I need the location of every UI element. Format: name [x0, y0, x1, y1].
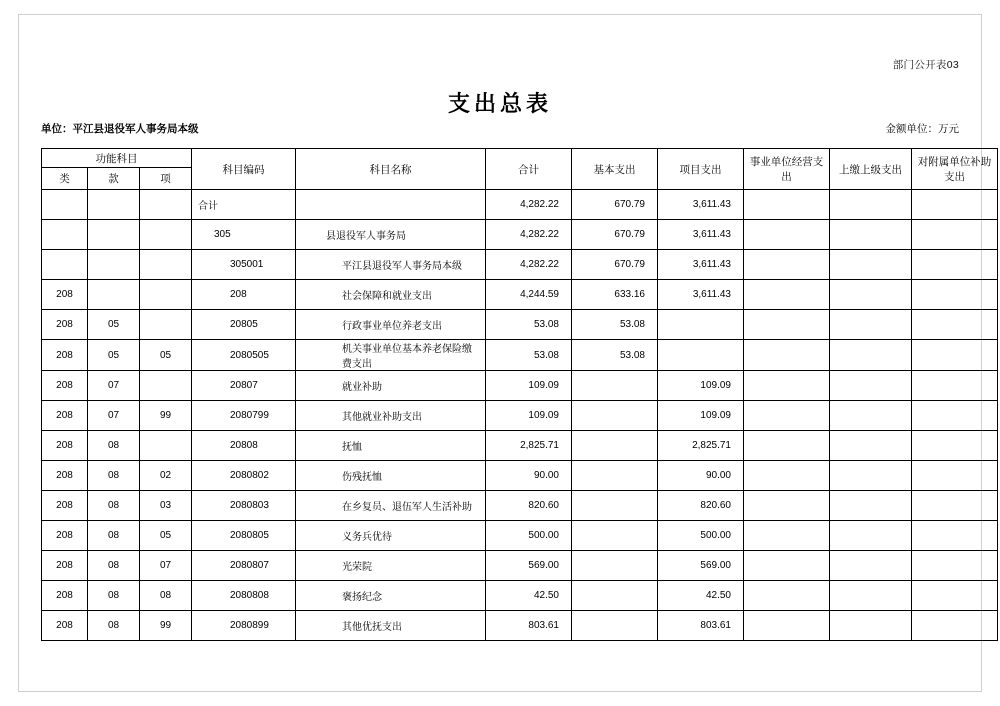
cell-upper [830, 611, 912, 641]
header-name: 科目名称 [296, 149, 486, 190]
cell-subsidy [912, 280, 998, 310]
cell-basic [572, 521, 658, 551]
cell-project: 500.00 [658, 521, 744, 551]
cell-upper [830, 340, 912, 371]
cell-business [744, 250, 830, 280]
cell-subsidy [912, 371, 998, 401]
cell-total: 4,282.22 [486, 190, 572, 220]
cell-basic: 53.08 [572, 340, 658, 371]
header-business: 事业单位经营支出 [744, 149, 830, 190]
cell-project [658, 310, 744, 340]
cell-code: 2080808 [192, 581, 296, 611]
cell-name: 在乡复员、退伍军人生活补助 [296, 491, 486, 521]
cell-basic: 670.79 [572, 220, 658, 250]
cell-lei: 208 [42, 611, 88, 641]
cell-basic [572, 491, 658, 521]
table-row [42, 491, 998, 521]
cell-project: 569.00 [658, 551, 744, 581]
cell-subsidy [912, 220, 998, 250]
cell-business [744, 401, 830, 431]
cell-code: 20807 [192, 371, 296, 401]
cell-kuan [88, 280, 140, 310]
header-kuan: 款 [88, 168, 140, 190]
cell-project: 42.50 [658, 581, 744, 611]
cell-basic: 53.08 [572, 310, 658, 340]
header-subsidy: 对附属单位补助支出 [912, 149, 998, 190]
cell-code: 208 [192, 280, 296, 310]
cell-business [744, 340, 830, 371]
cell-name: 社会保障和就业支出 [296, 280, 486, 310]
cell-total: 109.09 [486, 371, 572, 401]
cell-name: 其他就业补助支出 [296, 401, 486, 431]
cell-kuan: 08 [88, 431, 140, 461]
unit-label: 单位：平江县退役军人事务局本级 [41, 123, 199, 135]
cell-name: 其他优抚支出 [296, 611, 486, 641]
table-row [42, 220, 998, 250]
cell-total: 4,282.22 [486, 220, 572, 250]
cell-xiang [140, 371, 192, 401]
cell-business [744, 581, 830, 611]
cell-xiang: 99 [140, 401, 192, 431]
cell-xiang: 05 [140, 521, 192, 551]
cell-upper [830, 220, 912, 250]
cell-code: 2080505 [192, 340, 296, 371]
cell-code: 2080807 [192, 551, 296, 581]
cell-lei [42, 220, 88, 250]
cell-total: 90.00 [486, 461, 572, 491]
header-basic: 基本支出 [572, 149, 658, 190]
cell-upper [830, 491, 912, 521]
cell-lei: 208 [42, 491, 88, 521]
header-total: 合计 [486, 149, 572, 190]
cell-xiang [140, 310, 192, 340]
cell-business [744, 310, 830, 340]
cell-lei: 208 [42, 310, 88, 340]
cell-code: 合计 [192, 190, 296, 220]
cell-basic [572, 431, 658, 461]
cell-name: 平江县退役军人事务局本级 [296, 250, 486, 280]
cell-upper [830, 371, 912, 401]
cell-basic [572, 401, 658, 431]
cell-subsidy [912, 340, 998, 371]
cell-basic [572, 581, 658, 611]
cell-kuan: 08 [88, 551, 140, 581]
cell-business [744, 431, 830, 461]
header-xiang: 项 [140, 168, 192, 190]
cell-code: 305001 [192, 250, 296, 280]
cell-xiang [140, 280, 192, 310]
form-number-label: 部门公开表03 [892, 59, 959, 71]
cell-subsidy [912, 250, 998, 280]
cell-xiang [140, 190, 192, 220]
cell-total: 500.00 [486, 521, 572, 551]
header-project: 项目支出 [658, 149, 744, 190]
cell-subsidy [912, 431, 998, 461]
cell-xiang: 99 [140, 611, 192, 641]
cell-business [744, 461, 830, 491]
cell-kuan [88, 220, 140, 250]
cell-xiang: 05 [140, 340, 192, 371]
cell-xiang: 07 [140, 551, 192, 581]
table-row [42, 461, 998, 491]
cell-subsidy [912, 581, 998, 611]
cell-total: 109.09 [486, 401, 572, 431]
cell-subsidy [912, 551, 998, 581]
cell-basic: 670.79 [572, 190, 658, 220]
cell-lei: 208 [42, 461, 88, 491]
cell-lei: 208 [42, 280, 88, 310]
cell-name: 光荣院 [296, 551, 486, 581]
cell-xiang: 03 [140, 491, 192, 521]
cell-name: 县退役军人事务局 [296, 220, 486, 250]
table-row [42, 551, 998, 581]
cell-code: 20805 [192, 310, 296, 340]
cell-xiang: 08 [140, 581, 192, 611]
cell-total: 803.61 [486, 611, 572, 641]
table-row [42, 190, 998, 220]
cell-project: 2,825.71 [658, 431, 744, 461]
cell-business [744, 220, 830, 250]
page-title: 支出总表 [447, 91, 552, 116]
cell-lei: 208 [42, 581, 88, 611]
cell-code: 20808 [192, 431, 296, 461]
table-row [42, 371, 998, 401]
cell-project: 109.09 [658, 371, 744, 401]
cell-project: 803.61 [658, 611, 744, 641]
cell-name: 行政事业单位养老支出 [296, 310, 486, 340]
cell-name [296, 190, 486, 220]
cell-kuan: 05 [88, 340, 140, 371]
cell-basic [572, 461, 658, 491]
cell-kuan: 08 [88, 461, 140, 491]
cell-basic [572, 371, 658, 401]
cell-subsidy [912, 461, 998, 491]
cell-upper [830, 250, 912, 280]
cell-name: 抚恤 [296, 431, 486, 461]
cell-lei: 208 [42, 521, 88, 551]
cell-name: 褒扬纪念 [296, 581, 486, 611]
table-row [42, 611, 998, 641]
cell-upper [830, 521, 912, 551]
cell-name: 义务兵优待 [296, 521, 486, 551]
cell-kuan: 07 [88, 401, 140, 431]
table-row [42, 401, 998, 431]
cell-code: 2080899 [192, 611, 296, 641]
cell-project: 90.00 [658, 461, 744, 491]
cell-project: 3,611.43 [658, 250, 744, 280]
cell-upper [830, 461, 912, 491]
cell-subsidy [912, 190, 998, 220]
header-function-group: 功能科目 [42, 149, 192, 168]
cell-kuan: 07 [88, 371, 140, 401]
table-header-group-row [42, 149, 998, 168]
cell-lei: 208 [42, 431, 88, 461]
cell-upper [830, 431, 912, 461]
table-row [42, 340, 998, 371]
cell-total: 42.50 [486, 581, 572, 611]
cell-code: 2080802 [192, 461, 296, 491]
cell-kuan: 08 [88, 581, 140, 611]
cell-lei [42, 250, 88, 280]
header-code: 科目编码 [192, 149, 296, 190]
header-lei: 类 [42, 168, 88, 190]
cell-name: 机关事业单位基本养老保险缴费支出 [296, 340, 486, 371]
page-sheet [18, 14, 992, 692]
cell-code: 2080799 [192, 401, 296, 431]
cell-subsidy [912, 521, 998, 551]
cell-business [744, 371, 830, 401]
cell-business [744, 491, 830, 521]
cell-xiang [140, 220, 192, 250]
cell-total: 4,244.59 [486, 280, 572, 310]
cell-business [744, 280, 830, 310]
cell-project: 3,611.43 [658, 280, 744, 310]
cell-lei: 208 [42, 401, 88, 431]
cell-subsidy [912, 310, 998, 340]
cell-xiang: 02 [140, 461, 192, 491]
cell-upper [830, 401, 912, 431]
cell-upper [830, 551, 912, 581]
cell-kuan [88, 190, 140, 220]
amount-unit-label: 金额单位：万元 [885, 123, 959, 135]
table-row [42, 280, 998, 310]
table-row [42, 521, 998, 551]
cell-total: 53.08 [486, 340, 572, 371]
cell-upper [830, 310, 912, 340]
cell-lei: 208 [42, 340, 88, 371]
cell-kuan: 05 [88, 310, 140, 340]
cell-name: 就业补助 [296, 371, 486, 401]
cell-business [744, 521, 830, 551]
table-row [42, 250, 998, 280]
cell-upper [830, 280, 912, 310]
cell-project: 820.60 [658, 491, 744, 521]
cell-total: 820.60 [486, 491, 572, 521]
cell-lei: 208 [42, 551, 88, 581]
cell-code: 305 [192, 220, 296, 250]
cell-project: 3,611.43 [658, 190, 744, 220]
cell-upper [830, 190, 912, 220]
cell-basic: 633.16 [572, 280, 658, 310]
cell-kuan [88, 250, 140, 280]
cell-total: 4,282.22 [486, 250, 572, 280]
table-row [42, 431, 998, 461]
cell-basic [572, 551, 658, 581]
cell-upper [830, 581, 912, 611]
cell-lei [42, 190, 88, 220]
cell-code: 2080805 [192, 521, 296, 551]
cell-basic: 670.79 [572, 250, 658, 280]
cell-xiang [140, 431, 192, 461]
cell-project [658, 340, 744, 371]
cell-code: 2080803 [192, 491, 296, 521]
cell-kuan: 08 [88, 611, 140, 641]
cell-xiang [140, 250, 192, 280]
cell-lei: 208 [42, 371, 88, 401]
cell-business [744, 190, 830, 220]
cell-subsidy [912, 401, 998, 431]
table-body [42, 190, 998, 641]
meta-row [41, 121, 959, 137]
cell-total: 53.08 [486, 310, 572, 340]
table-row [42, 310, 998, 340]
cell-project: 109.09 [658, 401, 744, 431]
cell-subsidy [912, 491, 998, 521]
cell-total: 569.00 [486, 551, 572, 581]
header-upper: 上缴上级支出 [830, 149, 912, 190]
cell-total: 2,825.71 [486, 431, 572, 461]
expenditure-summary-table [41, 148, 998, 641]
cell-business [744, 551, 830, 581]
cell-kuan: 08 [88, 491, 140, 521]
table-row [42, 581, 998, 611]
cell-business [744, 611, 830, 641]
cell-project: 3,611.43 [658, 220, 744, 250]
cell-subsidy [912, 611, 998, 641]
cell-kuan: 08 [88, 521, 140, 551]
cell-basic [572, 611, 658, 641]
cell-name: 伤残抚恤 [296, 461, 486, 491]
